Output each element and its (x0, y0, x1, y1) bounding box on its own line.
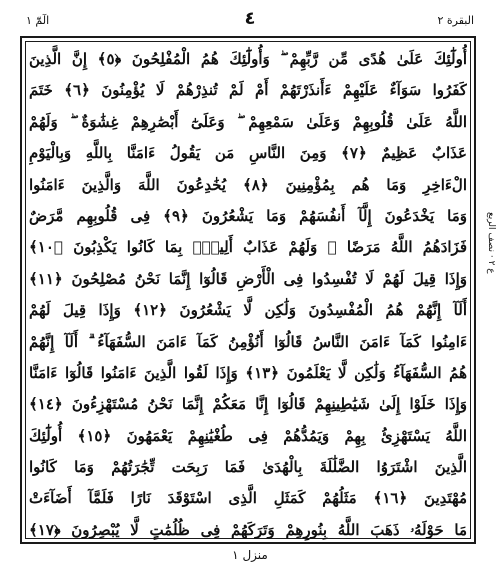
text-line-7: فَزَادَهُمُ اللَّهُ مَرَضًا ۖ وَلَهُمْ عَذَابٌ أَلِيمٌۢ بِمَا كَانُوا يَكْذِبُونَ ﴿١٠﴾ (29, 238, 467, 257)
text-line-15: مُهْتَدِينَ ﴿١٦﴾ مَثَلُهُمْ كَمَثَلِ الَّذِى اسْتَوْقَدَ نَارًا فَلَمَّآ أَضَآءَتْ (29, 489, 467, 508)
text-line-2: كَفَرُوا سَوَآءٌ عَلَيْهِمْ ءَأَنذَرْتَهُمْ أَمْ لَمْ تُنذِرْهُمْ لَا يُؤْمِنُونَ ﴿٦﴾ خَتَمَ (29, 81, 467, 100)
text-line-10: ءَامِنُوا كَمَآ ءَامَنَ النَّاسُ قَالُوٓا أَنُؤْمِنُ كَمَآ ءَامَنَ السُّفَهَآءُ ۗ أَلَآ إِنَّهُمْ (29, 332, 467, 351)
text-line-6: وَمَا يَخْدَعُونَ إِلَّآ أَنفُسَهُمْ وَمَا يَشْعُرُونَ ﴿٩﴾ فِى قُلُوبِهِم مَّرَضٌ (29, 206, 467, 225)
text-line-5: الْءَاخِرِ وَمَا هُم بِمُؤْمِنِينَ ﴿٨﴾ يُخَٰدِعُونَ اللَّهَ وَالَّذِينَ ءَامَنُوا (29, 175, 467, 194)
page-header (20, 10, 480, 36)
text-line-3: اللَّهُ عَلَىٰ قُلُوبِهِمْ وَعَلَىٰ سَمْعِهِمْ ۖ وَعَلَىٰٓ أَبْصَٰرِهِمْ غِشَٰوَةٌ ۖ وَلَهُمْ (29, 112, 467, 131)
text-line-1: أُولَٰٓئِكَ عَلَىٰ هُدًى مِّن رَّبِّهِمْ ۖ وَأُولَٰٓئِكَ هُمُ الْمُفْلِحُونَ ﴿٥﴾ إِنَّ الَّذِينَ (29, 50, 467, 68)
manzil-footer: منزل ۱ (232, 548, 268, 562)
text-line-11: هُمُ السُّفَهَآءُ وَلَٰكِن لَّا يَعْلَمُونَ ﴿١٣﴾ وَإِذَا لَقُوا الَّذِينَ ءَامَنُوا قَالُوٓا ءَامَنَّا (29, 363, 467, 382)
text-line-14: الَّذِينَ اشْتَرَوُا الضَّلَٰلَةَ بِالْهُدَىٰ فَمَا رَبِحَت تِّجَٰرَتُهُمْ وَمَا كَانُوا (29, 458, 467, 477)
text-line-12: وَإِذَا خَلَوْا إِلَىٰ شَيَٰطِينِهِمْ قَالُوٓا إِنَّا مَعَكُمْ إِنَّمَا نَحْنُ مُسْتَهْزِءُونَ ﴿١٤﴾ (29, 395, 467, 414)
ruku-margin-note: ع ۲ · نصف الربع (486, 212, 496, 274)
quran-text-block (29, 44, 467, 546)
page-number: ٤ (244, 8, 256, 29)
text-line-4: عَذَابٌ عَظِيمٌ ﴿٧﴾ وَمِنَ النَّاسِ مَن يَقُولُ ءَامَنَّا بِاللَّهِ وَبِالْيَوْمِ (29, 144, 467, 163)
text-line-13: اللَّهُ يَسْتَهْزِئُ بِهِمْ وَيَمُدُّهُمْ فِى طُغْيَٰنِهِمْ يَعْمَهُونَ ﴿١٥﴾ أُولَٰٓئِكَ (29, 426, 467, 445)
text-line-9: أَلَآ إِنَّهُمْ هُمُ الْمُفْسِدُونَ وَلَٰكِن لَّا يَشْعُرُونَ ﴿١٢﴾ وَإِذَا قِيلَ لَهُمْ (29, 301, 467, 320)
juz-label: الٓمّٓ ۱ (26, 14, 50, 27)
text-line-16: مَا حَوْلَهُۥ ذَهَبَ اللَّهُ بِنُورِهِمْ وَتَرَكَهُمْ فِى ظُلُمَٰتٍ لَّا يُبْصِرُونَ ﴿١٧﴾ (29, 520, 467, 539)
text-line-8: وَإِذَا قِيلَ لَهُمْ لَا تُفْسِدُوا فِى الْأَرْضِ قَالُوٓا إِنَّمَا نَحْنُ مُصْلِحُونَ ﴿١١﴾ (29, 269, 467, 288)
surah-label: البقرة ۲ (437, 14, 474, 27)
